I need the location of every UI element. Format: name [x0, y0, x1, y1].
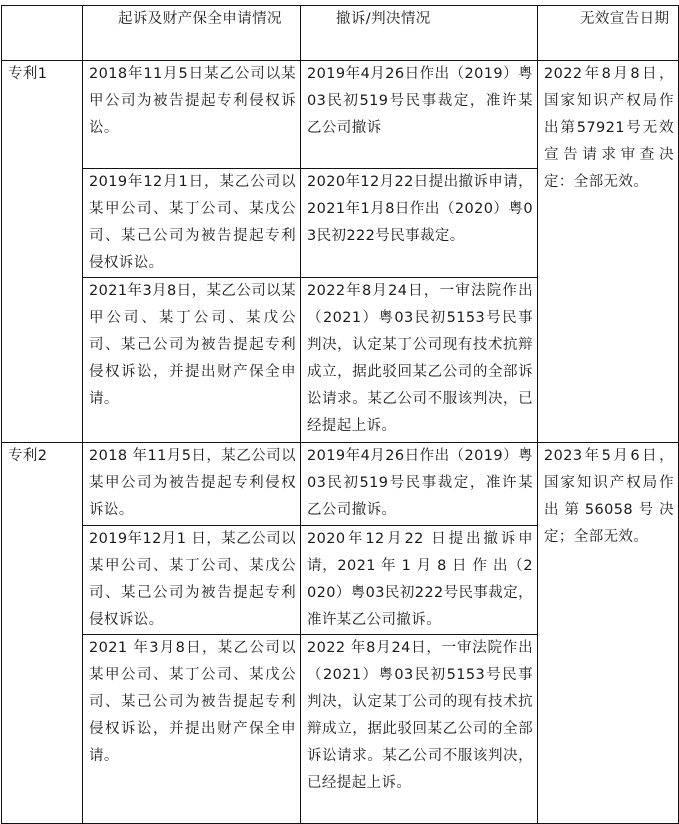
- outcome-cell: 2019年4月26日作出（2019）粤03民初519号民事裁定，准许某乙公司撤诉: [301, 61, 538, 169]
- outcome-cell: 2022年8月24日，一审法院作出（2021）粤03民初5153号民事判决，认定某丁公司现有技术抗辩成立，据此驳回某乙公司的全部诉讼请求。某乙公司不服该判决，已经提起上诉。: [301, 278, 538, 443]
- outcome-cell: 2020年12月22日提出撤诉申请，2021年1月8日作出（2020）粤03民初222号民事裁定。: [301, 169, 538, 278]
- outcome-cell: 2019年4月26日作出（2019）粤03民初519号民事裁定，准许某乙公司撤诉。: [301, 443, 538, 526]
- outcome-cell: 2020年12月22 日提出撤诉申请，2021 年 1 月 8 日 作 出（2020）粤03民初222号民事裁定，准许某乙公司撤诉。: [301, 526, 538, 635]
- filing-cell: 2019年12月1 日，某乙公司以某甲公司、某丁公司、某戊公司、某己公司为被告提起专利侵权诉讼。: [83, 526, 301, 635]
- header-patent: [2, 6, 83, 61]
- invalidation-cell: 2023年5月6日，国家知识产权局作出第56058号决定；全部无效。: [538, 443, 679, 824]
- table-row: [2, 443, 679, 526]
- filing-cell: 2018 年11月5日，某乙公司以某甲公司为被告提起专利侵权诉讼。: [83, 443, 301, 526]
- litigation-table: [1, 5, 679, 824]
- invalidation-cell: 2022年8月8日，国家知识产权局作出第57921号无效宣告请求审查决定：全部无效。: [538, 61, 679, 443]
- header-invalidation-date: 无效宣告日期: [538, 6, 679, 61]
- outcome-cell: 2022 年8月24日，一审法院作出（2021）粤03民初5153号民事判决，认定某丁公司的现有技术抗辩成立，据此驳回某乙公司的全部诉讼请求。某乙公司不服该判决，已经提起上诉。: [301, 635, 538, 824]
- patent-name: 专利1: [2, 61, 83, 443]
- table-row: [2, 61, 679, 169]
- filing-cell: 2021 年3月8日，某乙公司以某甲公司、某丁公司、某戊公司、某己公司为被告提起专利侵权诉讼，并提出财产保全申请。: [83, 635, 301, 824]
- filing-cell: 2018年11月5日某乙公司以某甲公司为被告提起专利侵权诉讼。: [83, 61, 301, 169]
- header-row: [2, 6, 679, 61]
- header-outcome: 撤诉/判决情况: [301, 6, 538, 61]
- patent-name: 专利2: [2, 443, 83, 824]
- header-filing: 起诉及财产保全申请情况: [83, 6, 301, 61]
- filing-cell: 2019年12月1日，某乙公司以某甲公司、某丁公司、某戊公司、某己公司为被告提起专利侵权诉讼。: [83, 169, 301, 278]
- filing-cell: 2021年3月8日，某乙公司以某甲公司、某丁公司、某戊公司、某己公司为被告提起专利侵权诉讼，并提出财产保全申请。: [83, 278, 301, 443]
